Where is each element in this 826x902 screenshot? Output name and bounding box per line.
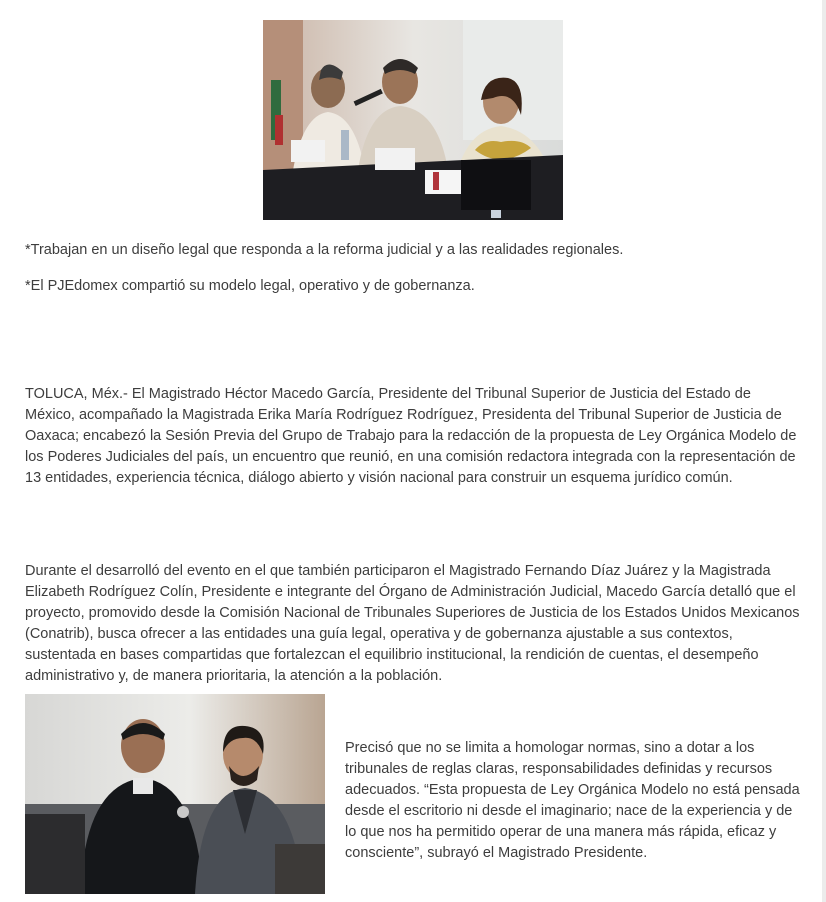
panel-photo-icon	[263, 20, 563, 220]
scrollbar[interactable]	[822, 0, 826, 902]
paragraph-desarrollo: Durante el desarrolló del evento en el que también participaron el Magistrado Fernando Díaz Juárez y la Magistrada Elizabeth Rodríguez Colín, Presidente e integrante del Órgano de Administración Judicial, Macedo García detalló que el proyecto, promovido desde la Comisión Nacional de Tribunales Superiores de Justicia de los Estados Unidos Mexicanos (Conatrib), busca ofrecer a las entidades una guía legal, operativa y de gobernanza ajustable a sus contextos, sustentada en bases compartidas que fortalezcan el equilibrio institucional, la rendición de cuentas, el desempeño administrativo y, de manera prioritaria, la atención a la población.	[25, 563, 800, 684]
bottom-photo	[25, 694, 325, 894]
paragraph-toluca: TOLUCA, Méx.- El Magistrado Héctor Macedo García, Presidente del Tribunal Superior de Justicia del Estado de México, acompañado la Magistrada Erika María Rodríguez Rodríguez, Presidenta del Tribunal Superior de Justicia de Oaxaca; encabezó la Sesión Previa del Grupo de Trabajo para la redacción de la propuesta de Ley Orgánica Modelo de los Poderes Judiciales del país, un encuentro que reunió, en una comisión redactora integrada con la representación de 13 entidades, experiencia técnica, diálogo abierto y visión nacional para construir un esquema jurídico común.	[25, 386, 797, 486]
paragraph-precision: Precisó que no se limita a homologar normas, sino a dotar a los tribunales de reglas claras, responsabilidades definidas y recursos adecuados. “Esta propuesta de Ley Orgánica Modelo no está pensada desde el escritorio ni desde el imaginario; nace de la experiencia y de lo que nos ha permitido operar de una manera más rápida, eficaz y consciente”, subrayó el Magistrado Presidente.	[345, 740, 800, 861]
bullet-model: *El PJEdomex compartió su modelo legal, operativo y de gobernanza.	[25, 278, 475, 294]
two-men-photo-icon	[25, 694, 325, 894]
top-photo	[263, 20, 563, 220]
bullet-reform: *Trabajan en un diseño legal que responda a la reforma judicial y a las realidades regionales.	[25, 242, 624, 258]
